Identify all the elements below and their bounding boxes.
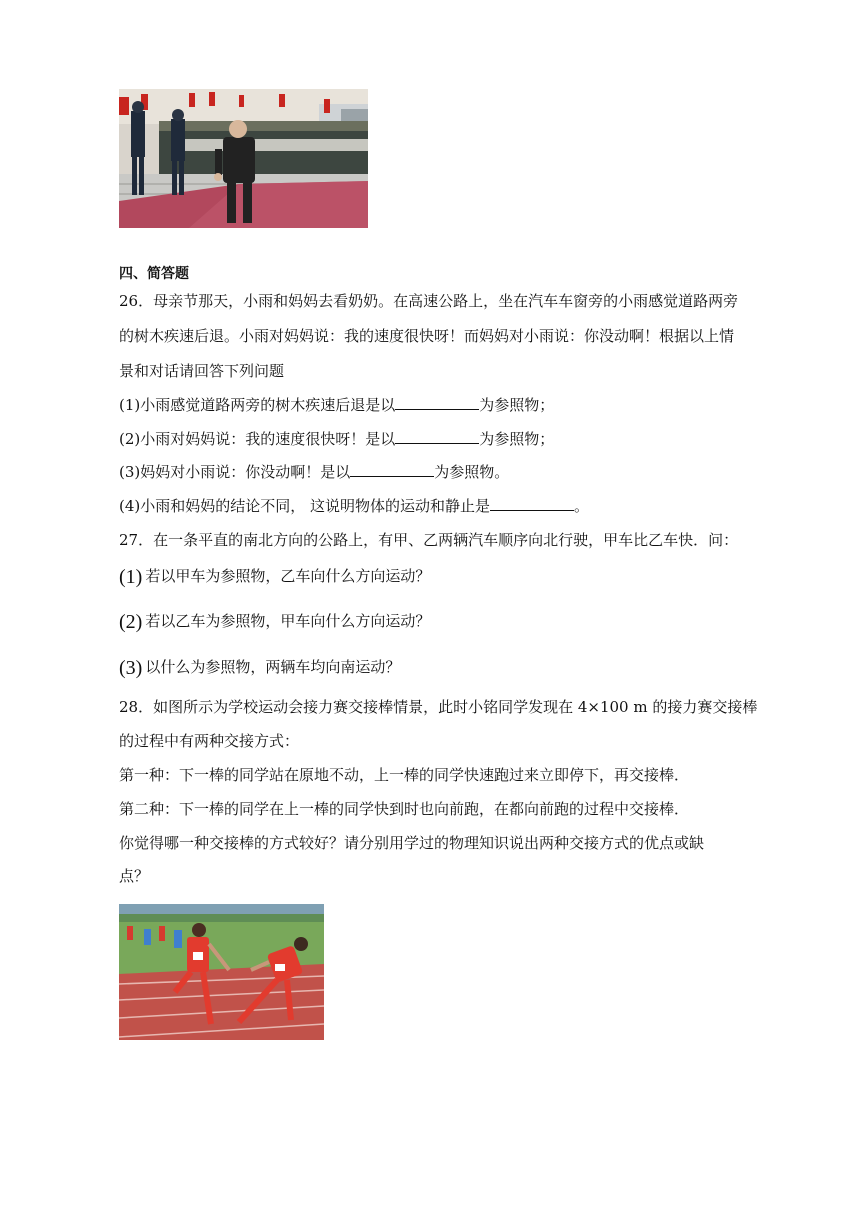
q28-line-6: 点？ [119, 867, 150, 885]
q28-line-3: 第一种：下一棒的同学站在原地不动，上一棒的同学快速跑过来立即停下，再交接棒． [119, 766, 690, 784]
q28-line-4: 第二种：下一棒的同学在上一棒的同学快到时也向前跑，在都向前跑的过程中交接棒． [119, 800, 690, 818]
q26-sub-2-text: (2)小雨对妈妈说：我的速度很快呀！是以 [119, 430, 396, 448]
q26-sub-3-text: (3)妈妈对小雨说：你没动啊！是以 [119, 463, 351, 481]
answer-blank[interactable] [350, 462, 434, 477]
q26-sub-3 [119, 462, 759, 482]
q26-sub-2-suffix: 为参照物； [479, 430, 555, 448]
q28-line-1: 28．如图所示为学校运动会接力赛交接棒情景，此时小铭同学发现在 4×100 m 的接力赛交接棒 [119, 698, 758, 716]
q27-sub-2-text: 若以乙车为参照物，甲车向什么方向运动？ [145, 612, 431, 630]
q26-sub-4-suffix: 。 [574, 497, 590, 515]
q27-sub-1 [119, 566, 759, 587]
q26-sub-1 [119, 395, 759, 415]
q27-sub-1-text: 若以甲车为参照物，乙车向什么方向运动？ [145, 567, 431, 585]
q26-sub-3-suffix: 为参照物。 [434, 463, 510, 481]
q27-sub-3 [119, 657, 759, 678]
q27-sub-2 [119, 611, 759, 632]
q26-sub-4 [119, 496, 759, 516]
section-title: 四、简答题 [119, 266, 189, 282]
q27-stem: 27．在一条平直的南北方向的公路上，有甲、乙两辆汽车顺序向北行驶，甲车比乙车快．问： [119, 531, 739, 549]
q26-stem-line-1: 26．母亲节那天，小雨和妈妈去看奶奶。在高速公路上，坐在汽车车窗旁的小雨感觉道路两旁 [119, 292, 739, 310]
answer-blank[interactable] [395, 395, 479, 410]
q27-sub-3-number: (3) [119, 657, 143, 679]
answer-blank[interactable] [490, 496, 574, 511]
q27-sub-1-number: (1) [119, 566, 143, 588]
q28-line-2: 的过程中有两种交接方式： [119, 732, 300, 750]
q26-sub-4-text: (4)小雨和妈妈的结论不同， 这说明物体的运动和静止是 [119, 497, 491, 515]
q26-stem-line-3: 景和对话请回答下列问题 [119, 362, 285, 380]
q28-line-5: 你觉得哪一种交接棒的方式较好？请分别用学过的物理知识说出两种交接方式的优点或缺 [119, 834, 705, 852]
q26-sub-1-suffix: 为参照物； [479, 396, 555, 414]
relay-race-photo [119, 904, 324, 1040]
ceremony-photo [119, 89, 368, 228]
q26-sub-1-text: (1)小雨感觉道路两旁的树木疾速后退是以 [119, 396, 396, 414]
q26-sub-2 [119, 429, 759, 449]
q27-sub-3-text: 以什么为参照物，两辆车均向南运动？ [145, 658, 401, 676]
q27-sub-2-number: (2) [119, 611, 143, 633]
answer-blank[interactable] [395, 429, 479, 444]
q26-stem-line-2: 的树木疾速后退。小雨对妈妈说：我的速度很快呀！而妈妈对小雨说：你没动啊！根据以上情 [119, 327, 735, 345]
